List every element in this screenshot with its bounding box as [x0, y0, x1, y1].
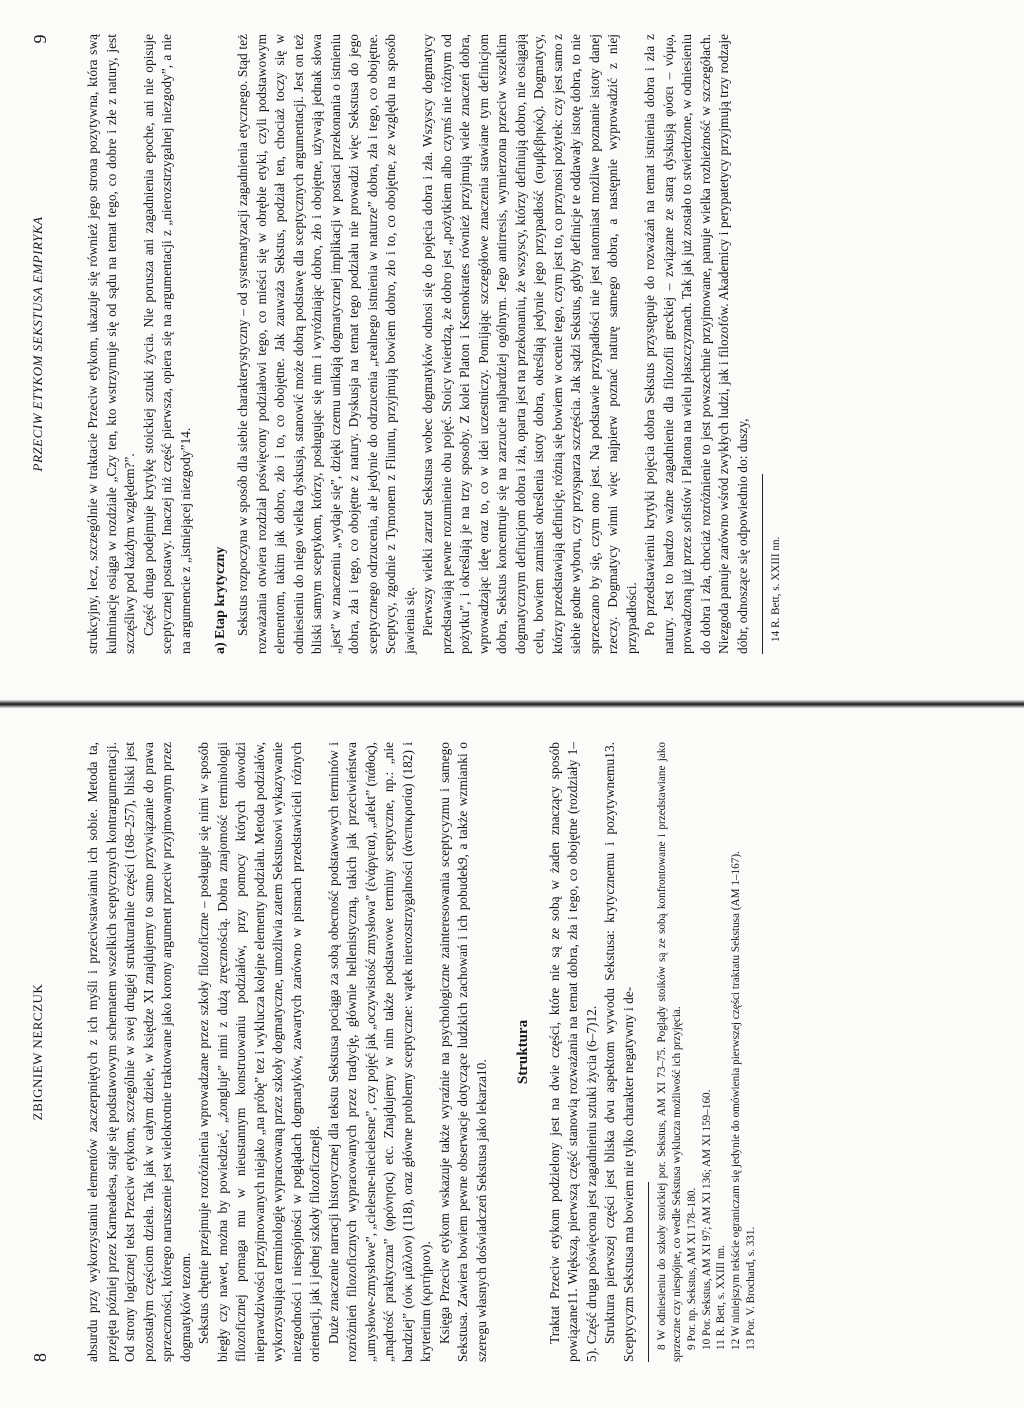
page-number: 9	[30, 34, 50, 44]
paragraph: Po przedstawieniu krytyki pojęcia dobra Sekstus przystępuje do rozważań na temat istnienia dobra i zła z natury. Jest to bardzo ważne zagadnienie dla filozofii greckiej – związane ze starą dyskusją φύσει – νόμῳ, prowadzoną już przez sofistów i Platona na wielu płaszczyznach. Tak jak już zostało to stwierdzone, w odniesieniu do dobra i zła, chociaż rozróżnienie to jest powszechnie przyjmowane, panuje wielka rozbieżność w szczegółach. Niezgoda panuje zarówno wśród zwykłych ludzi, jak i filozofów. Akademicy i perypatetycy przyjmują trzy rodzaje dóbr, odnoszące się odpowiednio do: duszy,	[642, 34, 750, 654]
paragraph: Traktat Przeciw etykom podzielony jest na dwie części, które nie są ze sobą w żaden znaczący sposób powiązane11. Większą, pierwszą część stanowią rozważania na temat dobra, zła i tego, co obojętne (rozdziały 1–5). Część druga poświęcona jest zagadnieniu sztuki życia (6–7)12.	[546, 742, 599, 1362]
page-header	[30, 742, 54, 1362]
paragraph: Część druga podejmuje krytykę stoickiej sztuki życia. Nie porusza ani zagadnienia epoche, ani nie opisuje sceptycznej postawy. Inaczej niż część pierwsza, opiera się na argumentacji z „nierozstrzygalnej niezgody”, a nie na argumencie z „istniejącej niezgody”14.	[140, 34, 193, 654]
running-head: ZBIGNIEW NERCZUK	[30, 983, 45, 1121]
section-heading: Struktura	[515, 1019, 531, 1085]
footnote-rule	[648, 1182, 649, 1362]
footnote: 9 Por. np. Sekstus, AM XI 178–180.	[685, 1187, 698, 1350]
footnote-rule	[762, 474, 763, 654]
book-gutter	[0, 700, 1024, 708]
paragraph: Struktura pierwszej części jest bliska dwu aspektom wywodu Sekstusa: krytycznemu i pozytywnemu13. Sceptycyzm Sekstusa ma bowiem nie tylko charakter negatywny i de-	[602, 742, 636, 1362]
page-body	[84, 742, 759, 1362]
footnote: 10 Por. Sekstus, AM XI 97; AM XI 136; AM XI 159–160.	[700, 1089, 713, 1350]
paragraph: Sekstus rozpoczyna w sposób dla siebie charakterystyczny – od systematyzacji zagadnienia etycznego. Stąd też rozważania otwiera rozdział poświęcony podziałowi tego, co mieści się w obrębie etyki, czyli podstawowym elementom, takim jak dobro, zło i to, co obojętne. Jak zauważa Sekstus, podział ten, chociaż toczy się w odniesieniu do niego wielka dyskusja, stanowić może dobrą podstawę dla sceptycznych argumentacji. Jest on też bliski samym sceptykom, którzy, posługując się nim i wyróżniając dobro, zło i obojętne, używają jednak słowa „jest” w znaczeniu „wydaje się”, dzięki czemu unikają dogmatycznej implikacji w postaci przekonania o istnieniu dobra, zła i tego, co obojętne z natury. Dyskusja na temat tego podziału nie prowadzi więc Sekstusa do jego sceptycznego odrzucenia, ale jedynie do odrzucenia „realnego istnienia w naturze” dobra, zła i tego, co obojętne. Sceptycy, zgodnie z Tymonem z Fliuntu, przyjmują bowiem dobro, zło i to, co obojętne, ze względu na sposób jawienia się.	[235, 34, 417, 654]
footnote: 8 W odniesieniu do szkoły stoickiej por. Sekstus, AM XI 73–75. Poglądy stoików są ze sobą konfrontowane i przedstawiane jako sprzeczne czy niespójne, co wedle Sekstusa wyklucza możliwość ich przyjęcia.	[656, 742, 683, 1362]
paragraph: strukcyjny, lecz, szczególnie w traktacie Przeciw etykom, ukazuje się również jego strona pozytywna, która swą kulminację osiąga w rozdziale „Czy ten, kto wstrzymuje się od sądu na temat tego, co dobre i złe z natury, jest szczęśliwy pod każdym względem?”.	[85, 34, 137, 654]
paragraph: Sekstus chętnie przejmuje rozróżnienia wprowadzane przez szkoły filozoficzne – posługuje się nimi w sposób biegły czy nawet, można by powiedzieć, „żongluje” nimi z dużą zręcznością. Dobra znajomość terminologii filozoficznej pomaga mu w nieustannym konstruowaniu podziałów, przy pomocy których dowodzi nieprawdziwości przyjmowanych niejako „na próbę” tez i wyklucza kolejne elementy podziału. Metoda podziałów, wykorzystująca terminologię wypracowaną przez szkoły dogmatyczne, umożliwia zatem Sekstusowi wykazywanie niezgodności i niespójności w poglądach dogmatyków, zawartych zarówno w pismach przedstawicieli różnych orientacji, jak i jednej szkoły filozoficznej8.	[196, 742, 322, 1362]
footnote: 12 W niniejszym tekście ograniczam się jedynie do omówienia pierwszej części traktatu Sekstusa (AM 1–167).	[730, 851, 743, 1350]
page-9	[0, 0, 1024, 700]
page-number: 8	[30, 1352, 50, 1362]
page-header	[30, 34, 54, 654]
paragraph: Duże znaczenie narracji historycznej dla tekstu Sekstusa pociąga za sobą obecność podstawowych terminów i rozróżnień filozoficznych wypracowanych przez tradycję, głównie hellenistyczną, takich jak przeciwieństwa „umysłowe-zmysłowe”, „cielesne-niecielesne”, czy pojęć jak „oczywistość zmysłowa” (ἐνάργεια), „afekt” (πάθος), „mądrość praktyczna” (φρόνησις) etc. Znajdujemy w nim także podstawowe terminy sceptyczne, np.: „nie bardziej” (οὐκ μᾶλλον) (118), oraz główne problemy sceptyczne: wątek nierozstrzygalności (ἀνεπικρισία) (182) i kryterium (κριτήριον).	[325, 742, 433, 1362]
subsection-heading: a) Etap krytyczny	[213, 546, 228, 654]
footnotes	[655, 742, 758, 1362]
footnote: 13 Por. V. Brochard, s. 331.	[744, 1226, 757, 1350]
footnote: 14 R. Bett, s. XXIII nn.	[770, 536, 783, 642]
paragraph: Pierwszy wielki zarzut Sekstusa wobec dogmatyków odnosi się do pojęcia dobra i zła. Wszyscy dogmatycy przedstawiają pewne rozumienie obu pojęć. Stoicy twierdzą, że dobro jest „pożytkiem albo czymś nie różnym od pożytku”, i określają je na trzy sposoby. Z kolei Platon i Ksenokrates również przyjmują wiele znaczeń dobra, wprowadzając ideę oraz to, co w idei uczestniczy. Pomijając szczegółowe znaczenia stawiane tym definicjom dobra, Sekstus koncentruje się na zarzucie najbardziej ogólnym. Jego antirresis, wymierzona przeciw wszelkim dogmatycznym definicjom dobra i zła, oparta jest na przekonaniu, że wszyscy, którzy definiują dobro, nie osiągają celu, bowiem zamiast określenia istoty dobra, określają jedynie jego przypadłość (συμβεβηκός). Dogmatycy, którzy przedstawiają definicję, różnią się bowiem w ocenie tego, czym jest to, co przynosi pożytek: czy jest samo z siebie godne wyboru, czy przysparza szczęścia. Jak sądzi Sekstus, gdyby definicje te oddawały istotę dobra, to nie sprzeczano by się, czym ono jest. Na podstawie przypadłości nie jest natomiast możliwe poznanie istoty danej rzeczy. Dogmatycy winni więc najpierw poznać naturę samego dobra, a następnie wyprowadzić z niej przypadłości.	[420, 34, 639, 654]
paragraph: Księga Przeciw etykom wskazuje także wyraźnie na psychologiczne zainteresowania sceptycyzmu i samego Sekstusa. Zawiera bowiem pewne obserwacje dotyczące ludzkich zachowań i ich pobudek9, a także wzmianki o szeregu własnych doświadczeń Sekstusa jako lekarza10.	[436, 742, 489, 1362]
running-head: PRZECIW ETYKOM SEKSTUSA EMPIRYKA	[30, 216, 45, 472]
paragraph: absurdu przy wykorzystaniu elementów zaczerpniętych z ich myśli i przeciwstawianiu ich sobie. Metoda ta, przejęta później przez Karneadesa, staje się podstawowym schematem wszelkich sceptycznych kontrargumentacji. Od strony logicznej tekst Przeciw etykom, szczególnie w swej drugiej strukturalnie części (168–257), bliski jest pozostałym częściom dzieła. Tak jak w całym dziele, w księdze XI znajdujemy to samo przywiązanie do prawa sprzeczności, którego naruszenie jest wielokrotnie traktowane jako korony argument przeciw przyjmowanym przez dogmatyków tezom.	[85, 742, 193, 1362]
footnote: 11 R. Bett, s. XXIII nn.	[715, 1245, 728, 1350]
footnotes	[769, 34, 784, 654]
page-body	[84, 34, 784, 654]
page-8	[0, 708, 1024, 1408]
